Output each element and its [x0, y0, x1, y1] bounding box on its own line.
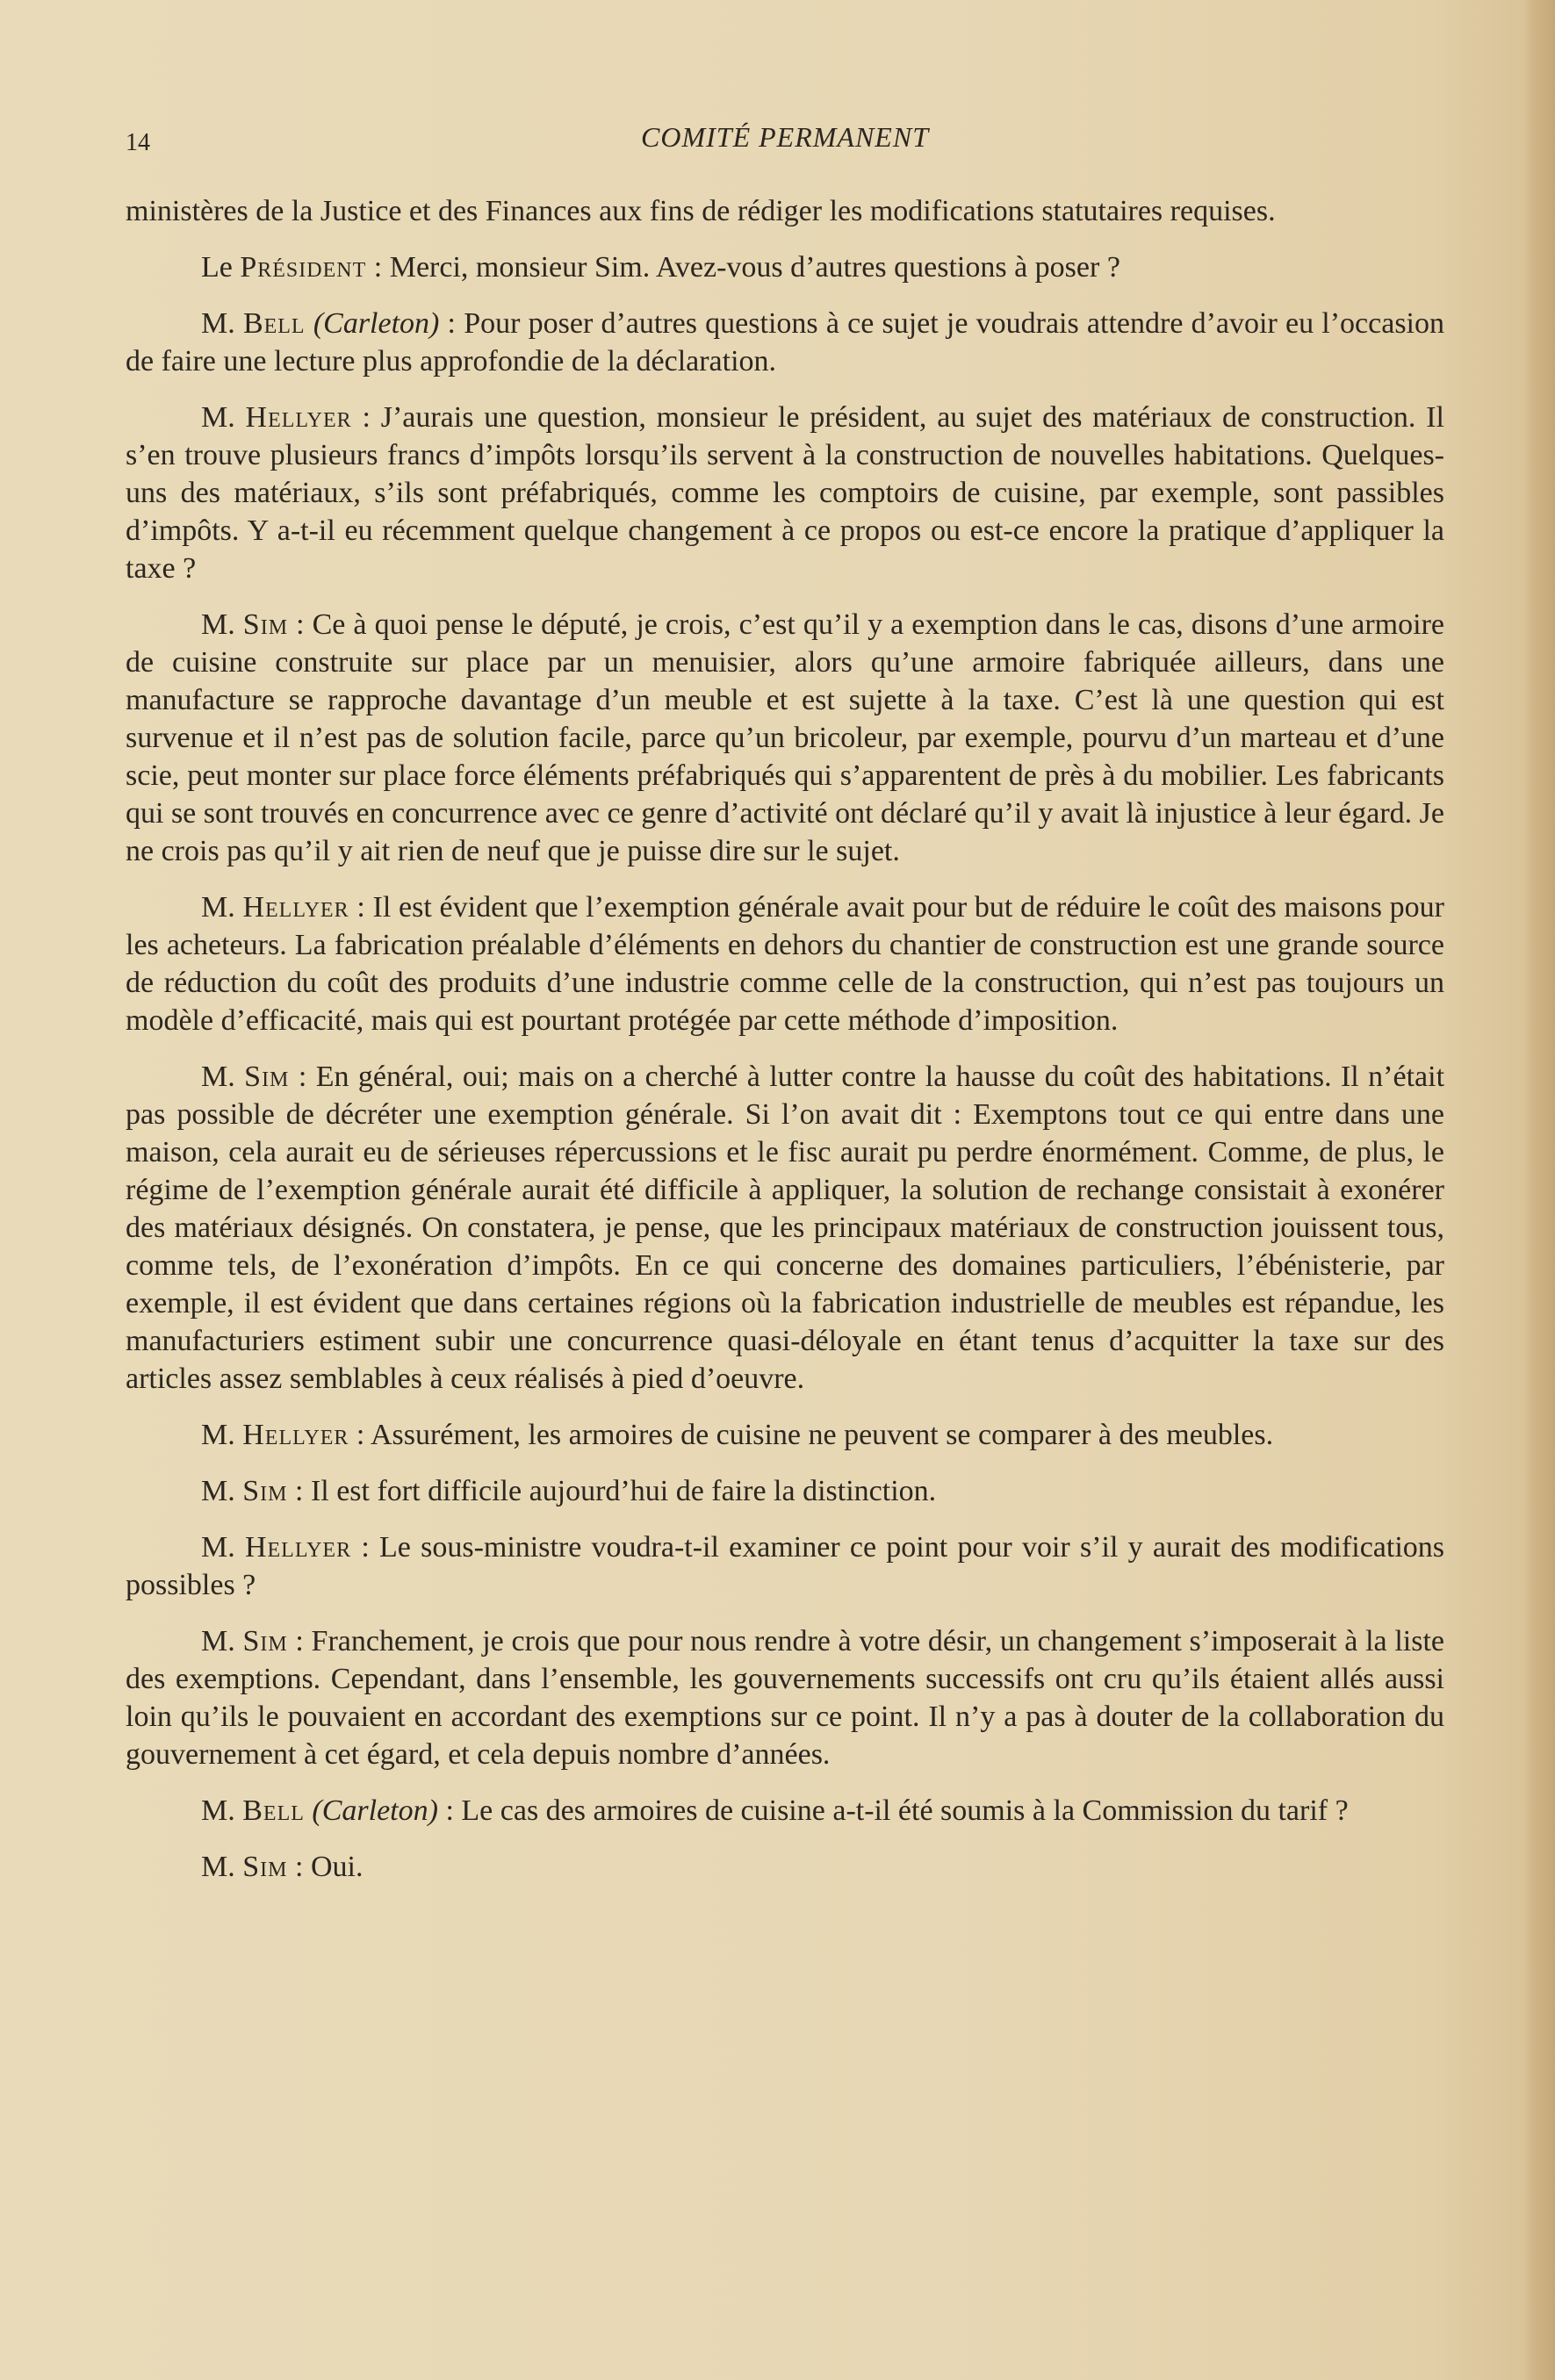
speech-paragraph: M. Bell (Carleton) : Le cas des armoires de cuisine a-t-il été soumis à la Commission du tarif ?: [201, 1794, 1349, 1827]
paragraph-text: Merci, monsieur Sim. Avez-vous d’autres questions à poser ?: [389, 251, 1120, 284]
speaker-prefix: M.: [201, 1531, 245, 1564]
paragraph-text: Il est évident que l’exemption générale avait pour but de réduire le coût des maisons pour les acheteurs. La fabrication préalable d’éléments en dehors du chantier de construction est une grande source de réduction du coût des produits d’une industrie comme celle de la construction, qui n’est pas toujours un modèle d’efficacité, mais qui est pourtant protégée par cette méthode d’imposition.: [126, 891, 1445, 1037]
speaker-prefix: M.: [201, 891, 243, 924]
speaker-prefix: M.: [201, 1794, 243, 1827]
speech-paragraph: M. Sim : Oui.: [201, 1851, 364, 1883]
paragraph-text: Pour poser d’autres questions à ce sujet je voudrais attendre d’avoir eu l’occasion de faire une lecture plus approfondie de la déclaration.: [126, 307, 1445, 377]
speech-paragraph: M. Sim : Ce à quoi pense le député, je crois, c’est qu’il y a exemption dans le cas, disons d’une armoire de cuisine construite sur place par un menuisier, alors qu’une armoire fabriquée ailleurs, dans une manufacture se rapproche davantage d’un meuble et est sujette à la taxe. C’est là une question qui est survenue et il n’est pas de solution facile, parce qu’un bricoleur, par exemple, pourvu d’un marteau et d’une scie, peut monter sur place force éléments préfabriqués qui s’apparentent de près à du mobilier. Les fabricants qui se sont trouvés en concurrence avec ce genre d’activité ont déclaré qu’il y avait là injustice à leur égard. Je ne crois pas qu’il y ait rien de neuf que je puisse dire sur le sujet.: [126, 608, 1444, 867]
speaker-name: Hellyer: [244, 1531, 352, 1564]
speaker-name: Sim: [242, 608, 289, 641]
paragraph-text: J’aurais une question, monsieur le président, au sujet des matériaux de construction. Il s’en trouve plusieurs francs d’impôts lorsqu’ils servent à la construction de nouvelles habitations. Quelques-uns des matériaux, s’ils sont préfabriqués, comme les comptoirs de cuisine, par exemple, sont passibles d’impôts. Y a-t-il eu récemment quelque changement à ce propos ou est-ce encore la pratique d’appliquer la taxe ?: [126, 401, 1444, 585]
speaker-riding: (Carleton): [313, 307, 440, 340]
paragraph-text: En général, oui; mais on a cherché à lutter contre la hausse du coût des habitations. Il n’était pas possible de décréter une exemption générale. Si l’on avait dit : Exemptons tout ce qui entre dans une maison, cela aurait eu de sérieuses répercussions et le fisc aurait pu perdre énormément. Comme, de plus, le régime de l’exemption générale aurait été difficile à appliquer, la solution de rechange consistait à exonérer des matériaux désignés. On constatera, je pense, que les principaux matériaux de construction jouissent tous, comme tels, de l’exonération d’impôts. En ce qui concerne des domaines particuliers, l’ébénisterie, par exemple, il est évident que dans certaines régions où la fabrication industrielle de meubles est répandue, les manufacturiers estiment subir une concurrence quasi-déloyale en étant tenus d’acquitter la taxe sur des articles assez semblables à ceux réalisés à pied d’oeuvre.: [126, 1061, 1445, 1395]
speech-paragraph: M. Hellyer : Assurément, les armoires de cuisine ne peuvent se comparer à des meubles.: [201, 1419, 1274, 1451]
speaker-prefix: M.: [201, 1419, 243, 1451]
page-edge-shadow: [1523, 0, 1555, 2380]
paragraph-text: Ce à quoi pense le député, je crois, c’est qu’il y a exemption dans le cas, disons d’une armoire de cuisine construite sur place par un menuisier, alors qu’une armoire fabriquée ailleurs, dans une manufacture se rapproche davantage d’un meuble et est sujette à la taxe. C’est là une question qui est survenue et il n’est pas de solution facile, parce qu’un bricoleur, par exemple, pourvu d’un marteau et d’une scie, peut monter sur place force éléments préfabriqués qui s’apparentent de près à du mobilier. Les fabricants qui se sont trouvés en concurrence avec ce genre d’activité ont déclaré qu’il y avait là injustice à leur égard. Je ne crois pas qu’il y ait rien de neuf que je puisse dire sur le sujet.: [126, 608, 1444, 867]
page-number: 14: [126, 129, 150, 156]
speech-paragraph: M. Bell (Carleton) : Pour poser d’autres questions à ce sujet je voudrais attendre d’avoir eu l’occasion de faire une lecture plus approfondie de la déclaration.: [126, 307, 1445, 377]
speaker-name: Président: [240, 251, 367, 284]
document-body: [126, 119, 1444, 1904]
running-head: COMITÉ PERMANENT: [641, 121, 929, 153]
speaker-name: Sim: [242, 1851, 288, 1883]
speech-paragraph: Le Président : Merci, monsieur Sim. Avez-vous d’autres questions à poser ?: [201, 251, 1120, 284]
speaker-prefix: M.: [201, 1625, 243, 1657]
speaker-name: Bell: [242, 1794, 305, 1827]
paragraph-text: Assurément, les armoires de cuisine ne peuvent se comparer à des meubles.: [370, 1419, 1274, 1451]
paragraph-text: Franchement, je crois que pour nous rendre à votre désir, un changement s’imposerait à la liste des exemptions. Cependant, dans l’ensemble, les gouvernements successifs ont cru qu’ils étaient allés aussi loin qu’ils le pouvaient en accordant des exemptions sur ce point. Il n’y a pas à douter de la collaboration du gouvernement à cet égard, et cela depuis nombre d’années.: [126, 1625, 1444, 1771]
paragraph-text: Le sous-ministre voudra-t-il examiner ce point pour voir s’il y aurait des modifications possibles ?: [126, 1531, 1444, 1601]
paragraph-text: ministères de la Justice et des Finances aux fins de rédiger les modifications statutaires requises.: [126, 195, 1276, 227]
speaker-prefix: M.: [201, 401, 246, 434]
speaker-name: Sim: [244, 1061, 290, 1093]
speaker-name: Hellyer: [242, 891, 349, 924]
speaker-prefix: Le: [201, 251, 241, 284]
speech-paragraph: M. Sim : En général, oui; mais on a cherché à lutter contre la hausse du coût des habitations. Il n’était pas possible de décréter une exemption générale. Si l’on avait dit : Exemptons tout ce qui entre dans une maison, cela aurait eu de sérieuses répercussions et le fisc aurait pu perdre énormément. Comme, de plus, le régime de l’exemption générale aurait été difficile à appliquer, la solution de rechange consistait à exonérer des matériaux désignés. On constatera, je pense, que les principaux matériaux de construction jouissent tous, comme tels, de l’exonération d’impôts. En ce qui concerne des domaines particuliers, l’ébénisterie, par exemple, il est évident que dans certaines régions où la fabrication industrielle de meubles est répandue, les manufacturiers estiment subir une concurrence quasi-déloyale en étant tenus d’acquitter la taxe sur des articles assez semblables à ceux réalisés à pied d’oeuvre.: [126, 1061, 1445, 1395]
speech-paragraph: M. Sim : Il est fort difficile aujourd’hui de faire la distinction.: [201, 1475, 937, 1507]
speech-paragraph: M. Hellyer : Il est évident que l’exemption générale avait pour but de réduire le coût des maisons pour les acheteurs. La fabrication préalable d’éléments en dehors du chantier de construction est une grande source de réduction du coût des produits d’une industrie comme celle de la construction, qui n’est pas toujours un modèle d’efficacité, mais qui est pourtant protégée par cette méthode d’imposition.: [126, 891, 1445, 1037]
speaker-prefix: M.: [201, 608, 243, 641]
speaker-riding: (Carleton): [312, 1794, 438, 1827]
speaker-name: Hellyer: [242, 1419, 349, 1451]
speaker-prefix: M.: [201, 1851, 243, 1883]
page-header: [126, 119, 1444, 162]
speaker-prefix: M.: [201, 307, 243, 340]
speech-paragraph: M. Hellyer : J’aurais une question, monsieur le président, au sujet des matériaux de construction. Il s’en trouve plusieurs francs d’impôts lorsqu’ils servent à la construction de nouvelles habitations. Quelques-uns des matériaux, s’ils sont préfabriqués, comme les comptoirs de cuisine, par exemple, sont passibles d’impôts. Y a-t-il eu récemment quelque changement à ce propos ou est-ce encore la pratique d’appliquer la taxe ?: [126, 401, 1444, 585]
speaker-prefix: M.: [201, 1475, 243, 1507]
speaker-name: Sim: [242, 1625, 288, 1657]
speech-paragraph: M. Sim : Franchement, je crois que pour nous rendre à votre désir, un changement s’imposerait à la liste des exemptions. Cependant, dans l’ensemble, les gouvernements successifs ont cru qu’ils étaient allés aussi loin qu’ils le pouvaient en accordant des exemptions sur ce point. Il n’y a pas à douter de la collaboration du gouvernement à cet égard, et cela depuis nombre d’années.: [126, 1625, 1444, 1771]
speaker-name: Bell: [242, 307, 306, 340]
speaker-prefix: M.: [201, 1061, 245, 1093]
speaker-name: Hellyer: [245, 401, 352, 434]
paragraph-text: Il est fort difficile aujourd’hui de faire la distinction.: [310, 1475, 937, 1507]
paragraph-text: Oui.: [310, 1851, 364, 1883]
paragraph: [126, 192, 1444, 230]
paragraph-text: Le cas des armoires de cuisine a-t-il été soumis à la Commission du tarif ?: [461, 1794, 1349, 1827]
speaker-name: Sim: [242, 1475, 288, 1507]
speech-paragraph: M. Hellyer : Le sous-ministre voudra-t-il examiner ce point pour voir s’il y aurait des modifications possibles ?: [126, 1531, 1444, 1601]
